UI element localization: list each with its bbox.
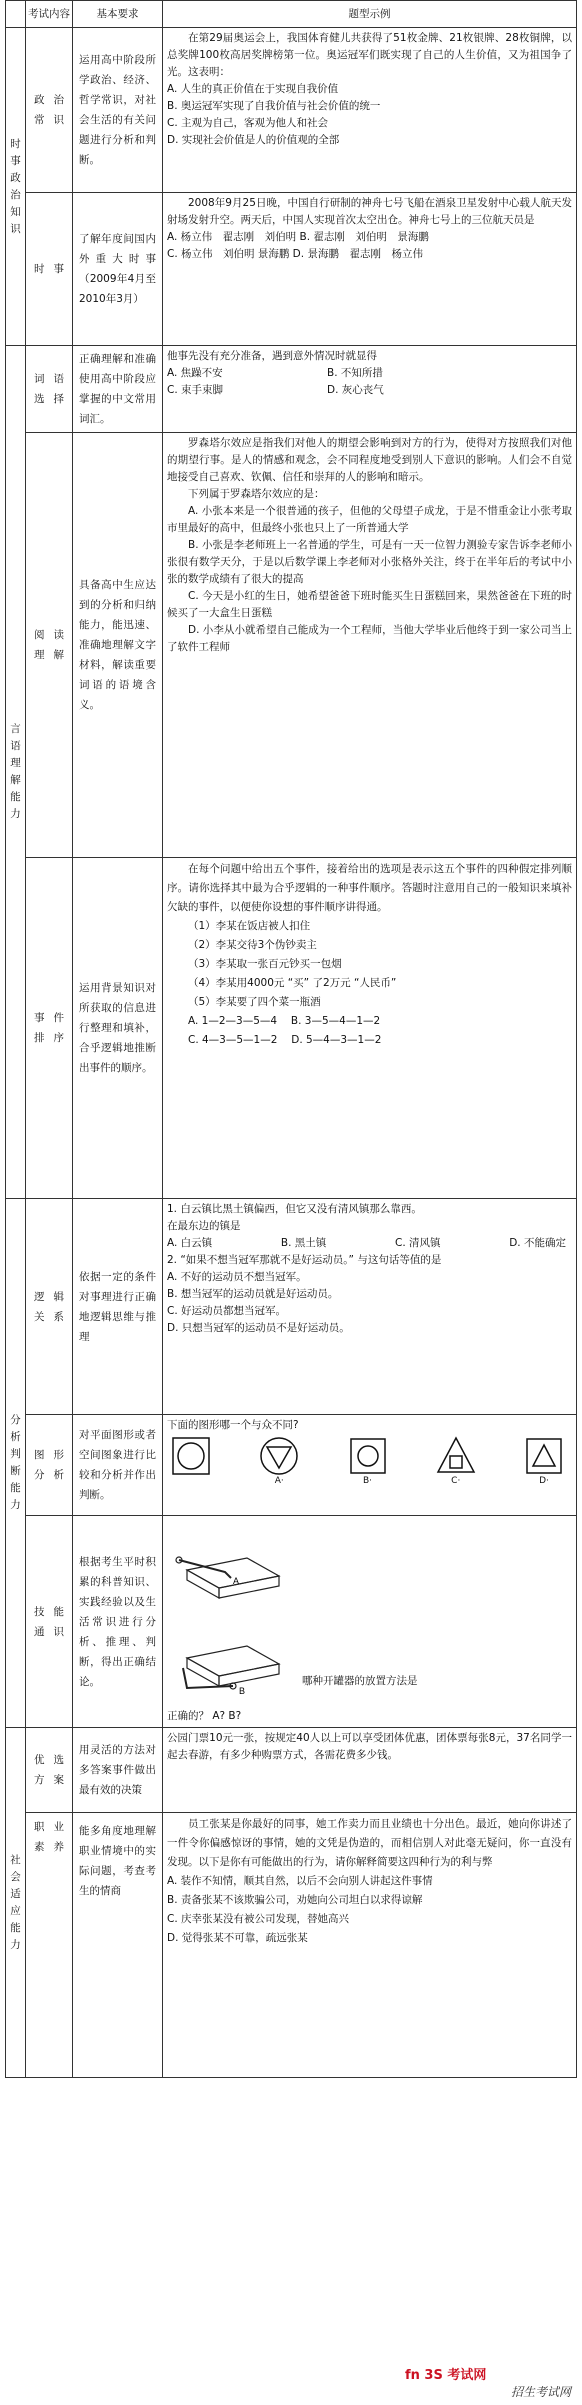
ex-option: D. 觉得张某不可靠，疏远张某: [167, 1932, 308, 1944]
figure-label: C·: [451, 1476, 461, 1486]
section-verbal: 言语理解能力: [6, 346, 26, 1199]
ex-option: A. 人生的真正价值在于实现自我价值: [167, 83, 339, 95]
req-logic: 依据一定的条件对事理进行正确地逻辑思维与推理: [73, 1199, 163, 1415]
ex-skill: [163, 1516, 577, 1728]
ex-option: B. 黑土镇: [280, 1237, 327, 1249]
ex-option: D. 只想当冠军的运动员不是好运动员。: [167, 1322, 350, 1334]
ex-options-row: [167, 1235, 572, 1252]
ex-event: （2）李某交待3个伪钞卖主: [188, 939, 317, 951]
ex-options-row: [167, 382, 572, 399]
ex-text: 2008年9月25日晚，中国自行研制的神舟七号飞船在酒泉卫星发射中心载人航天发射场发射升空。两天后，中国人实现首次太空出仓。神舟七号上的三位航天员是: [167, 197, 572, 226]
ex-option: D. 灰心丧气: [327, 384, 384, 396]
ex-option: C. 4—3—5—1—2 D. 5—4—3—1—2: [188, 1034, 382, 1046]
row-politics: [6, 28, 577, 193]
figure-option-c: [436, 1436, 476, 1487]
ex-event: （1）李某在饭店被人扣住: [188, 920, 311, 932]
sub-figure: 图形分析: [26, 1415, 73, 1516]
sub-order: 事件排序: [26, 858, 73, 1199]
req-reading: 具备高中生应达到的分析和归纳能力，能迅速、准确地理解文字材料，解读重要词语的语境含义。: [73, 433, 163, 858]
ex-text: 他事先没有充分准备，遇到意外情况时就显得: [167, 350, 377, 362]
figure-label: A·: [274, 1476, 284, 1486]
ex-option: C. 主观为自己，客观为他人和社会: [167, 117, 329, 129]
ex-option: A. 不好的运动员不想当冠军。: [167, 1271, 307, 1283]
ex-option: D. 不能确定: [509, 1237, 566, 1249]
ex-text: 正确的？ A? B?: [167, 1710, 242, 1722]
row-order: [6, 858, 577, 1199]
ex-event: （3）李某取一张百元钞买一包烟: [188, 958, 342, 970]
req-politics: 运用高中阶段所学政治、经济、哲学常识，对社会生活的有关问题进行分析和判断。: [73, 28, 163, 193]
label-b: B: [239, 1686, 246, 1696]
req-skill: 根据考生平时积累的科普知识、实践经验以及生活常识进行分析、推理、判断，得出正确结论。: [73, 1516, 163, 1728]
ex-option: B. 不知所措: [327, 367, 383, 379]
ex-career: [163, 1813, 577, 2078]
ex-reading: [163, 433, 577, 858]
can-opener-figures: [167, 1518, 572, 1708]
sub-word: 词语选择: [26, 346, 73, 433]
ex-figure: [163, 1415, 577, 1516]
figure-option-b: [348, 1436, 388, 1487]
square-circle-figure: [348, 1436, 388, 1476]
circle-triangle-figure: [259, 1436, 299, 1476]
req-current: 了解年度间国内外重大时事（2009年4月至2010年3月）: [73, 193, 163, 346]
ex-choice: [163, 1728, 577, 1813]
ex-option: A. 白云镇: [167, 1237, 213, 1249]
req-order: 运用背景知识对所获取的信息进行整理和填补，合乎逻辑地推断出事件的顺序。: [73, 858, 163, 1199]
sub-career: 职业素养: [26, 1813, 73, 2078]
sub-reading: 阅读理解: [26, 433, 73, 858]
row-logic: [6, 1199, 577, 1415]
ex-order: [163, 858, 577, 1199]
ex-option: D. 实现社会价值是人的价值观的全部: [167, 134, 340, 146]
sub-choice: 优选方案: [26, 1728, 73, 1813]
sub-current: 时事: [26, 193, 73, 346]
ex-option: A. 装作不知情，顺其自然，以后不会向别人讲起这件事情: [167, 1875, 433, 1887]
ex-option: A. 小张本来是一个很普通的孩子，但他的父母望子成龙，于是不惜重金让小张考取市里最好的高中，但最终小张也只上了一所普通大学: [167, 505, 572, 534]
row-skill: [6, 1516, 577, 1728]
requirements-table: [5, 0, 577, 2078]
ex-option: C. 杨立伟 刘伯明 景海鹏 D. 景海鹏 翟志刚 杨立伟: [167, 248, 423, 260]
ex-option: C. 今天是小红的生日，她希望爸爸下班时能买生日蛋糕回来，果然爸爸在下班的时候买了一大盒生日蛋糕: [167, 590, 572, 619]
ex-text: 员工张某是你最好的同事，她工作卖力而且业绩也十分出色。最近，她向你讲述了一件令你偏感惊讶的事情，她的文凭是伪造的，而相信别人对此毫无疑问，你一直没有发现。以下是你有可能做出的行为，请你解释简要这四种行为的利与弊: [167, 1818, 572, 1868]
ex-option: C. 庆幸张某没有被公司发现，替她高兴: [167, 1913, 350, 1925]
ex-option: A. 焦躁不安: [167, 367, 223, 379]
ex-option: C. 束手束脚: [167, 384, 224, 396]
circle-square-figure: [171, 1436, 211, 1476]
ex-option: B. 责备张某不该欺骗公司，劝她向公司坦白以求得谅解: [167, 1894, 423, 1906]
ex-text: 下面的图形哪一个与众不同?: [167, 1419, 299, 1431]
ex-text: 2. “如果不想当冠军那就不是好运动员。” 与这句话等值的是: [167, 1254, 442, 1266]
table-header-row: [6, 1, 577, 28]
row-career: [6, 1813, 577, 2078]
row-reading: [6, 433, 577, 858]
square-triangle-figure: [524, 1436, 564, 1476]
ex-text: 在最东边的镇是: [167, 1220, 241, 1232]
section-current-affairs: 时事政治知识: [6, 28, 26, 346]
ex-text: 在第29届奥运会上，我国体育健儿共获得了51枚金牌、21枚银牌、28枚铜牌，以总奖牌100枚高居奖牌榜第一位。奥运冠军们既实现了自己的人生价值，又为祖国争了光。这表明：: [167, 32, 572, 78]
figure-reference: [171, 1436, 211, 1487]
header-exam-content: 考试内容: [26, 1, 73, 28]
header-section: [6, 1, 26, 28]
section-analysis: 分析判断能力: [6, 1199, 26, 1728]
label-a: A: [233, 1576, 240, 1586]
req-choice: 用灵活的方法对多答案事件做出最有效的决策: [73, 1728, 163, 1813]
figure-label: D·: [539, 1476, 549, 1486]
section-adaptation: 社会适应能力: [6, 1728, 26, 2078]
ex-event: （5）李某要了四个菜一瓶酒: [188, 996, 321, 1008]
req-word: 正确理解和准确使用高中阶段应掌握的中文常用词汇。: [73, 346, 163, 433]
ex-options-row: [167, 365, 572, 382]
ex-option: B. 想当冠军的运动员就是好运动员。: [167, 1288, 339, 1300]
ex-text: 哪种开罐器的放置方法是: [302, 1675, 418, 1687]
ex-option: A. 1—2—3—5—4 B. 3—5—4—1—2: [188, 1015, 381, 1027]
row-current: [6, 193, 577, 346]
figure-options: [167, 1434, 572, 1487]
ex-event: （4）李某用4000元 “买” 了2万元 “人民币”: [188, 977, 397, 989]
figure-option-a: [259, 1436, 299, 1487]
watermark-site-name: 招生考试网: [510, 2385, 571, 2399]
ex-text: 在每个问题中给出五个事件，接着给出的选项是表示这五个事件的四种假定排列顺序。请你选择其中最为合乎逻辑的一种事件顺序。答题时注意用自己的一般知识来填补欠缺的事件，以便使你设想的事件顺序讲得通。: [167, 863, 572, 913]
watermark-logo-text: fn 3S 考试网: [405, 2368, 487, 2383]
row-figure: [6, 1415, 577, 1516]
ex-option: B. 奥运冠军实现了自我价值与社会价值的统一: [167, 100, 381, 112]
sub-skill: 技能通识: [26, 1516, 73, 1728]
ex-text: 罗森塔尔效应是指我们对他人的期望会影响到对方的行为，使得对方按照我们对他的期望行事。是人的情感和观念，会不同程度地受到别人下意识的影响。人们会不自觉地接受自己喜欢、钦佩、信任和崇拜的人的影响和暗示。: [167, 437, 572, 483]
row-word: [6, 346, 577, 433]
ex-politics: [163, 28, 577, 193]
triangle-square-figure: [436, 1436, 476, 1476]
req-figure: 对平面图形或者空间图象进行比较和分析并作出判断。: [73, 1415, 163, 1516]
ex-text: 公园门票10元一张，按规定40人以上可以享受团体优惠，团体票每张8元，37名同学一起去春游，有多少种购票方式，各需花费多少钱。: [167, 1732, 572, 1761]
watermark: [405, 2368, 577, 2402]
figure-label: B·: [362, 1476, 373, 1486]
ex-logic: [163, 1199, 577, 1415]
sub-politics: 政治常识: [26, 28, 73, 193]
ex-text: 下列属于罗森塔尔效应的是：: [188, 488, 325, 500]
ex-current: [163, 193, 577, 346]
req-career: 能多角度地理解职业情境中的实际问题，考查考生的情商: [73, 1813, 163, 2078]
ex-option: A. 杨立伟 翟志刚 刘伯明 B. 翟志刚 刘伯明 景海鹏: [167, 231, 429, 243]
row-choice: [6, 1728, 577, 1813]
can-opener-figure: [167, 1518, 302, 1708]
header-requirements: 基本要求: [73, 1, 163, 28]
ex-word: [163, 346, 577, 433]
ex-option: C. 清风镇: [394, 1237, 441, 1249]
ex-option: B. 小张是李老师班上一名普通的学生，可是有一天一位智力测验专家告诉李老师小张很有数学天分，于是以后数学课上李老师对小张格外关注，终于在半年后的考试中小张的数学成绩有了很大的提高: [167, 539, 572, 585]
ex-text: 1. 白云镇比黑土镇偏西，但它又没有清风镇那么靠西。: [167, 1203, 422, 1215]
ex-option: C. 好运动员都想当冠军。: [167, 1305, 287, 1317]
figure-option-d: [524, 1436, 564, 1487]
header-examples: 题型示例: [163, 1, 577, 28]
sub-logic: 逻辑关系: [26, 1199, 73, 1415]
ex-option: D. 小李从小就希望自己能成为一个工程师，当他大学毕业后他终于到一家公司当上了软件工程师: [167, 624, 572, 653]
